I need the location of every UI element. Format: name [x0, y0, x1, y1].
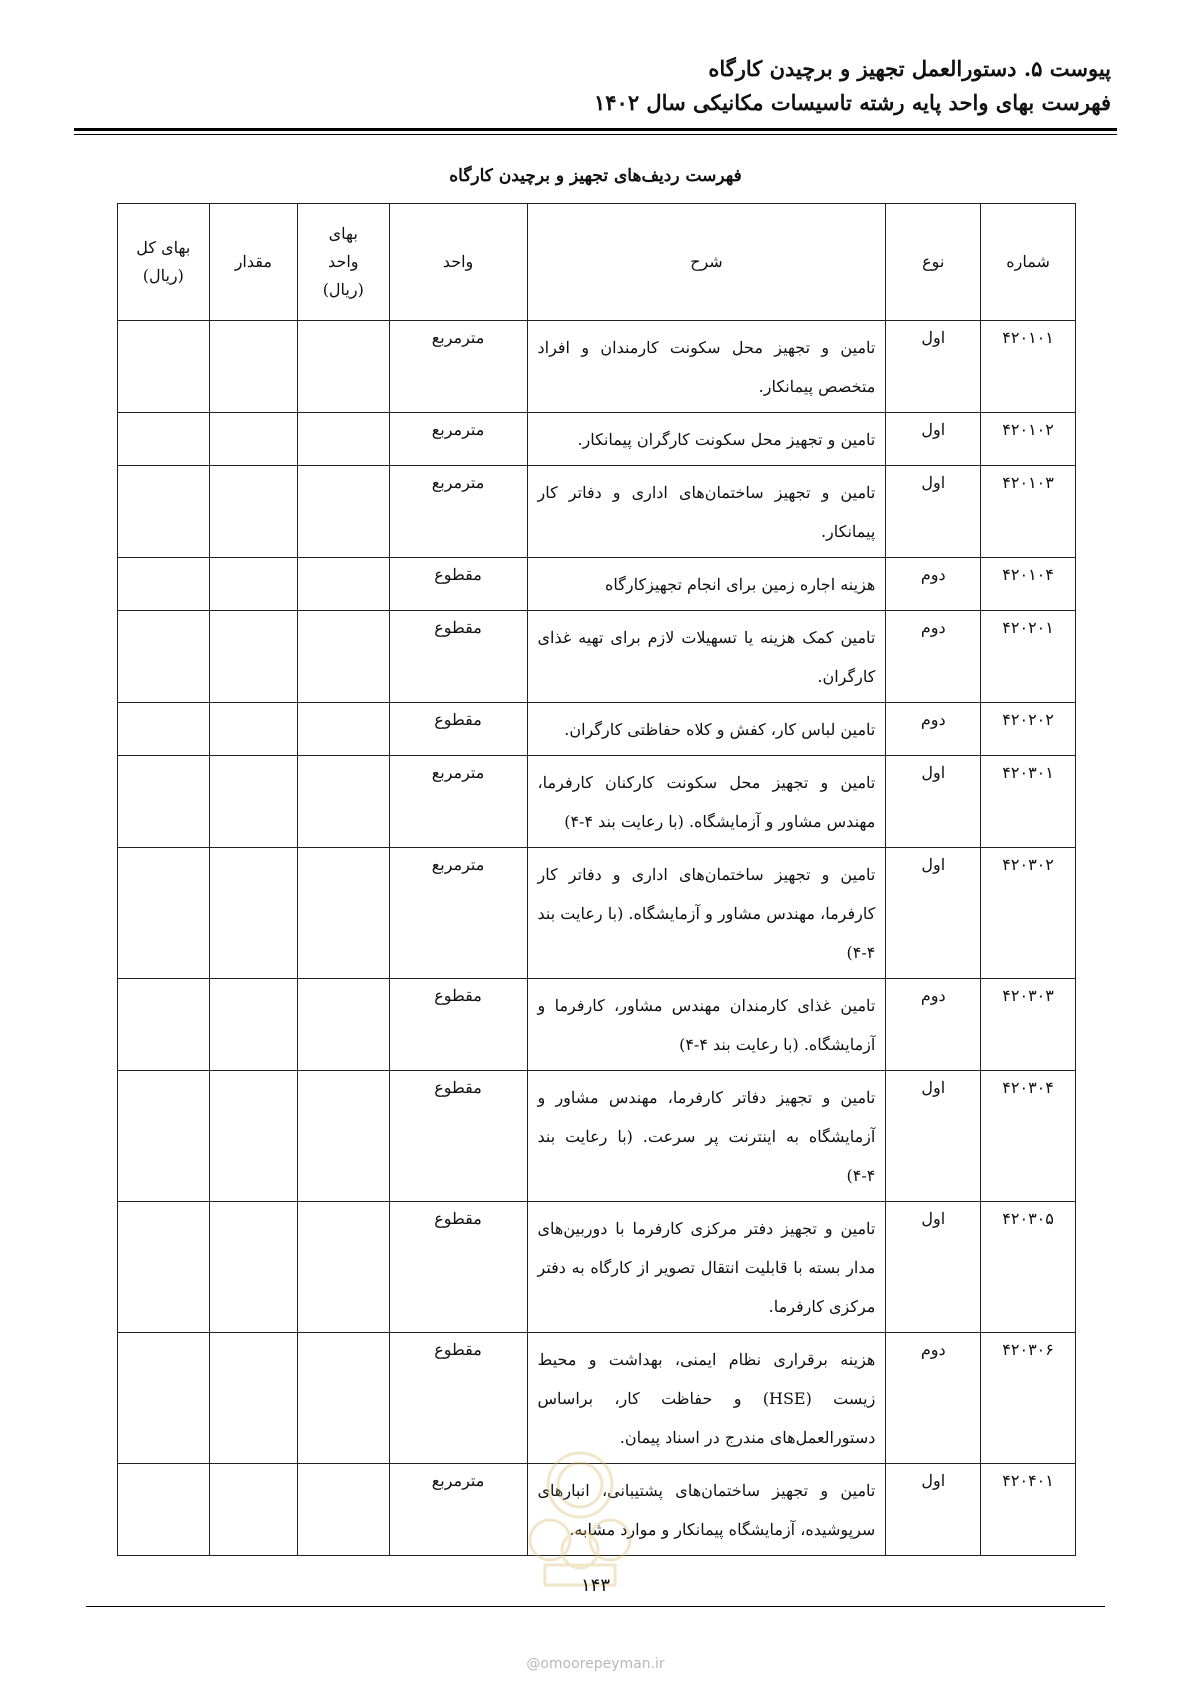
row-number: ۴۲۰۱۰۲: [981, 413, 1076, 466]
table-body: [118, 321, 1076, 1556]
row-unit-price: [297, 756, 389, 848]
page-header: [74, 52, 1111, 120]
col-header-unit: واحد: [389, 204, 527, 321]
row-number: ۴۲۰۴۰۱: [981, 1464, 1076, 1556]
row-total-price: [118, 1071, 210, 1202]
row-number: ۴۲۰۳۰۳: [981, 979, 1076, 1071]
row-quantity: [209, 703, 297, 756]
row-total-price: [118, 413, 210, 466]
row-quantity: [209, 321, 297, 413]
row-type: اول: [886, 466, 981, 558]
row-unit: مقطوع: [389, 558, 527, 611]
row-quantity: [209, 466, 297, 558]
row-number: ۴۲۰۳۰۵: [981, 1202, 1076, 1333]
row-total-price: [118, 558, 210, 611]
header-rule-thick: [74, 128, 1117, 131]
row-unit-price: [297, 703, 389, 756]
row-unit: مترمربع: [389, 848, 527, 979]
row-description: تامین و تجهیز ساختمان‌های اداری و دفاتر کار پیمانکار.: [527, 466, 886, 558]
row-unit: مترمربع: [389, 1464, 527, 1556]
table-row: [118, 466, 1076, 558]
row-total-price: [118, 1202, 210, 1333]
row-number: ۴۲۰۳۰۴: [981, 1071, 1076, 1202]
items-table: [117, 203, 1076, 1556]
table-row: [118, 413, 1076, 466]
table-row: [118, 756, 1076, 848]
table-row: [118, 1071, 1076, 1202]
table-row: [118, 703, 1076, 756]
table-row: [118, 611, 1076, 703]
row-unit-price: [297, 611, 389, 703]
row-unit: مقطوع: [389, 1071, 527, 1202]
row-number: ۴۲۰۲۰۱: [981, 611, 1076, 703]
col-header-type: نوع: [886, 204, 981, 321]
table-header-row: [118, 204, 1076, 321]
col-header-description: شرح: [527, 204, 886, 321]
row-unit-price: [297, 1333, 389, 1464]
row-number: ۴۲۰۱۰۱: [981, 321, 1076, 413]
row-total-price: [118, 1464, 210, 1556]
row-unit-price: [297, 1071, 389, 1202]
row-number: ۴۲۰۳۰۱: [981, 756, 1076, 848]
row-unit-price: [297, 558, 389, 611]
row-description: هزینه اجاره زمین برای انجام تجهیزکارگاه: [527, 558, 886, 611]
row-unit-price: [297, 413, 389, 466]
page-number: ۱۴۳: [580, 1575, 610, 1596]
row-unit: مقطوع: [389, 1333, 527, 1464]
row-quantity: [209, 558, 297, 611]
row-description: تامین کمک هزینه یا تسهیلات لازم برای تهیه غذای کارگران.: [527, 611, 886, 703]
header-rule-thin: [74, 134, 1117, 135]
row-total-price: [118, 611, 210, 703]
row-description: تامین و تجهیز دفاتر کارفرما، مهندس مشاور و آزمایشگاه به اینترنت پر سرعت. (با رعایت بند ۴-۴): [527, 1071, 886, 1202]
row-unit-price: [297, 466, 389, 558]
row-unit: مترمربع: [389, 413, 527, 466]
footer-rule: [86, 1606, 1105, 1607]
row-total-price: [118, 756, 210, 848]
row-quantity: [209, 413, 297, 466]
row-unit: مقطوع: [389, 979, 527, 1071]
row-type: اول: [886, 756, 981, 848]
row-number: ۴۲۰۲۰۲: [981, 703, 1076, 756]
header-appendix-title: پیوست ۵. دستورالعمل تجهیز و برچیدن کارگاه: [708, 56, 1111, 81]
row-total-price: [118, 1333, 210, 1464]
row-type: اول: [886, 1202, 981, 1333]
row-total-price: [118, 848, 210, 979]
row-unit: مقطوع: [389, 611, 527, 703]
row-number: ۴۲۰۳۰۲: [981, 848, 1076, 979]
row-description: تامین و تجهیز ساختمان‌های اداری و دفاتر کار کارفرما، مهندس مشاور و آزمایشگاه. (با رعایت بند ۴-۴): [527, 848, 886, 979]
row-unit-price: [297, 848, 389, 979]
row-type: دوم: [886, 1333, 981, 1464]
row-type: اول: [886, 413, 981, 466]
row-quantity: [209, 1071, 297, 1202]
table-row: [118, 979, 1076, 1071]
row-number: ۴۲۰۱۰۳: [981, 466, 1076, 558]
row-type: اول: [886, 1071, 981, 1202]
col-header-quantity: مقدار: [209, 204, 297, 321]
row-description: تامین و تجهیز محل سکونت کارکنان کارفرما، مهندس مشاور و آزمایشگاه. (با رعایت بند ۴-۴): [527, 756, 886, 848]
row-unit-price: [297, 1464, 389, 1556]
row-description: تامین و تجهیز محل سکونت کارمندان و افراد متخصص پیمانکار.: [527, 321, 886, 413]
row-total-price: [118, 979, 210, 1071]
row-quantity: [209, 979, 297, 1071]
row-quantity: [209, 1464, 297, 1556]
row-total-price: [118, 321, 210, 413]
row-number: ۴۲۰۳۰۶: [981, 1333, 1076, 1464]
row-type: دوم: [886, 979, 981, 1071]
table-row: [118, 848, 1076, 979]
table-title: فهرست ردیف‌های تجهیز و برچیدن کارگاه: [449, 166, 742, 186]
row-total-price: [118, 703, 210, 756]
row-description: تامین و تجهیز محل سکونت کارگران پیمانکار.: [527, 413, 886, 466]
table-row: [118, 558, 1076, 611]
row-quantity: [209, 756, 297, 848]
col-header-unit-price: بهای واحد (ریال): [297, 204, 389, 321]
row-unit: مترمربع: [389, 321, 527, 413]
row-quantity: [209, 1202, 297, 1333]
table-row: [118, 1202, 1076, 1333]
row-description: تامین غذای کارمندان مهندس مشاور، کارفرما و آزمایشگاه. (با رعایت بند ۴-۴): [527, 979, 886, 1071]
row-unit: مترمربع: [389, 466, 527, 558]
row-type: دوم: [886, 703, 981, 756]
col-header-total-price: بهای کل (ریال): [118, 204, 210, 321]
row-unit: مقطوع: [389, 703, 527, 756]
watermark-site: @omoorepeyman.ir: [526, 1656, 665, 1672]
row-unit-price: [297, 321, 389, 413]
row-unit-price: [297, 979, 389, 1071]
table-row: [118, 321, 1076, 413]
row-unit: مترمربع: [389, 756, 527, 848]
row-type: اول: [886, 848, 981, 979]
row-type: اول: [886, 1464, 981, 1556]
header-pricelist-title: فهرست بهای واحد پایه رشته تاسیسات مکانیکی سال ۱۴۰۲: [593, 90, 1111, 115]
row-unit-price: [297, 1202, 389, 1333]
row-quantity: [209, 1333, 297, 1464]
row-type: دوم: [886, 558, 981, 611]
row-description: تامین و تجهیز ساختمان‌های پشتیبانی، انبارهای سرپوشیده، آزمایشگاه پیمانکار و موارد مشابه.: [527, 1464, 886, 1556]
row-description: تامین لباس کار، کفش و کلاه حفاظتی کارگران.: [527, 703, 886, 756]
row-description: تامین و تجهیز دفتر مرکزی کارفرما با دوربین‌های مدار بسته با قابلیت انتقال تصویر از کارگاه به دفتر مرکزی کارفرما.: [527, 1202, 886, 1333]
col-header-number: شماره: [981, 204, 1076, 321]
row-quantity: [209, 848, 297, 979]
row-total-price: [118, 466, 210, 558]
seal-watermark-icon: [505, 1440, 655, 1590]
row-quantity: [209, 611, 297, 703]
row-type: اول: [886, 321, 981, 413]
row-type: دوم: [886, 611, 981, 703]
row-number: ۴۲۰۱۰۴: [981, 558, 1076, 611]
row-description: هزینه برقراری نظام ایمنی، بهداشت و محیط زیست (HSE) و حفاظت کار، براساس دستورالعمل‌های مندرج در اسناد پیمان.: [527, 1333, 886, 1464]
row-unit: مقطوع: [389, 1202, 527, 1333]
